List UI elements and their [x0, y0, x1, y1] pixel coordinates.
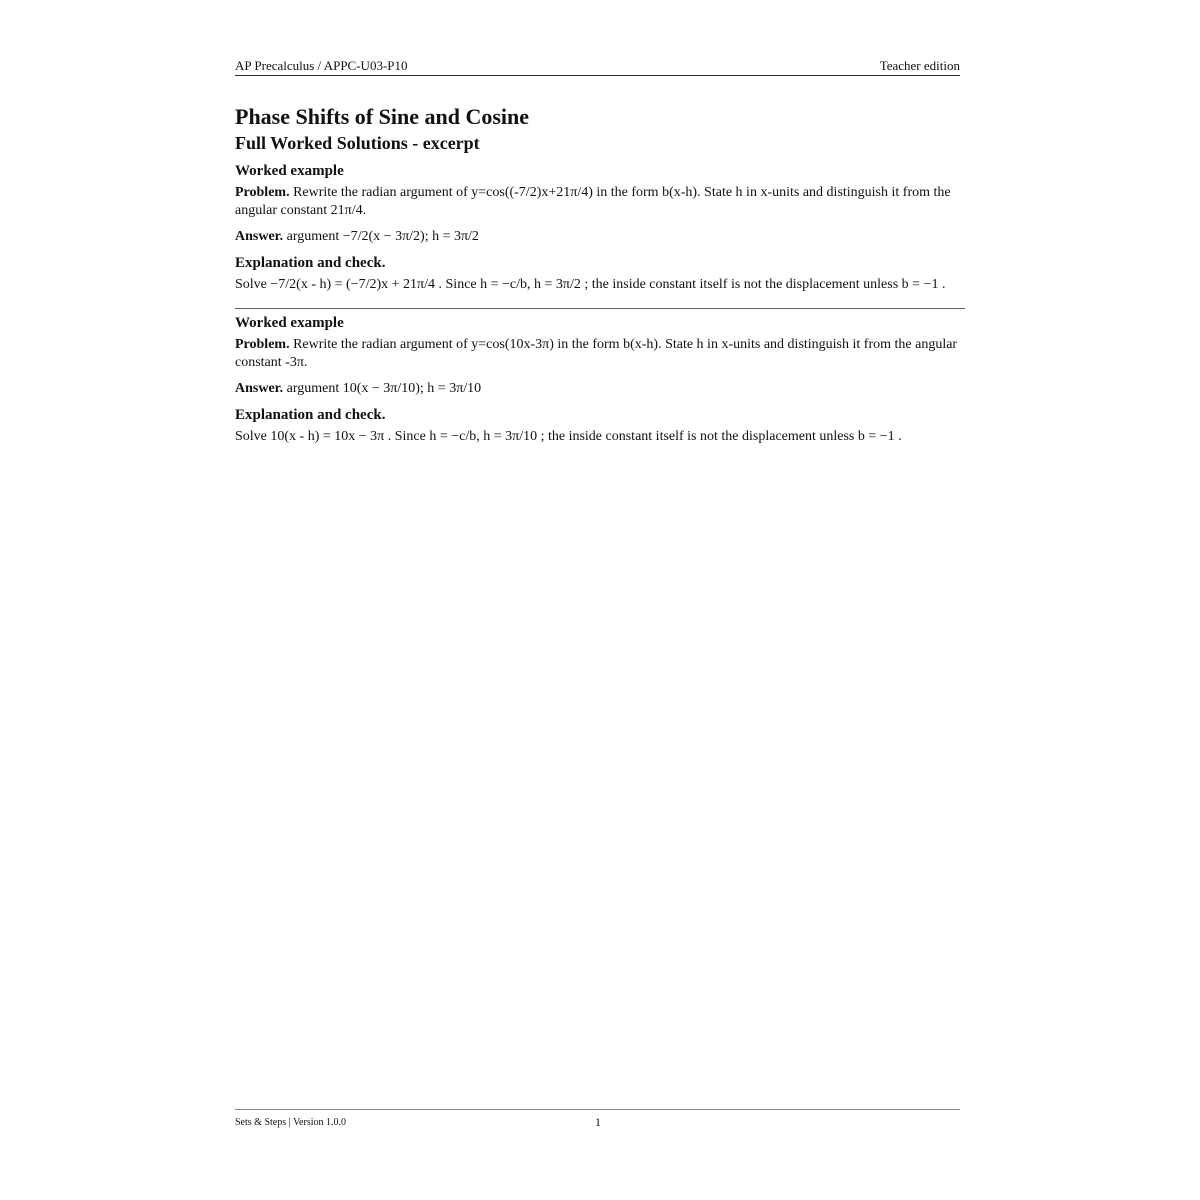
footer-divider: [235, 1109, 960, 1110]
answer-text: argument −7/2(x − 3π/2); h = 3π/2: [286, 229, 479, 244]
header-course: AP Precalculus / APPC-U03-P10: [235, 58, 408, 73]
problem-paragraph: [235, 336, 965, 372]
answer-text: argument 10(x − 3π/10); h = 3π/10: [286, 381, 482, 396]
explanation-heading: Explanation and check.: [235, 255, 386, 271]
example-heading: Worked example: [235, 315, 344, 331]
problem-text: Rewrite the radian argument of y=cos((-7/2)x+21π/4) in the form b(x-h). State h in x-units and distinguish it from the angular constant 21π/4.: [235, 185, 951, 218]
page-subtitle: Full Worked Solutions - excerpt: [235, 133, 480, 153]
answer-paragraph: [235, 228, 965, 246]
explanation-text: Solve −7/2(x - h) = (−7/2)x + 21π/4 . Since h = −c/b, h = 3π/2 ; the inside constant itself is not the displacement unless b = −1 .: [235, 277, 946, 292]
problem-label: Problem.: [235, 337, 290, 352]
page-header: [235, 58, 960, 76]
answer-label: Answer.: [235, 229, 284, 244]
problem-label: Problem.: [235, 185, 290, 200]
footer-version: Sets & Steps | Version 1.0.0: [235, 1117, 346, 1128]
page-title: Phase Shifts of Sine and Cosine: [235, 104, 530, 129]
header-edition: Teacher edition: [879, 58, 960, 73]
section-divider: [235, 308, 965, 309]
example-heading: Worked example: [235, 163, 344, 179]
page-number: 1: [595, 1115, 601, 1129]
explanation-heading: Explanation and check.: [235, 407, 386, 423]
answer-paragraph: [235, 380, 965, 398]
problem-paragraph: [235, 184, 965, 220]
problem-text: Rewrite the radian argument of y=cos(10x-3π) in the form b(x-h). State h in x-units and distinguish it from the angular constant -3π.: [235, 337, 958, 370]
explanation-text: Solve 10(x - h) = 10x − 3π . Since h = −c/b, h = 3π/10 ; the inside constant itself is not the displacement unless b = −1 .: [235, 429, 902, 444]
answer-label: Answer.: [235, 381, 284, 396]
